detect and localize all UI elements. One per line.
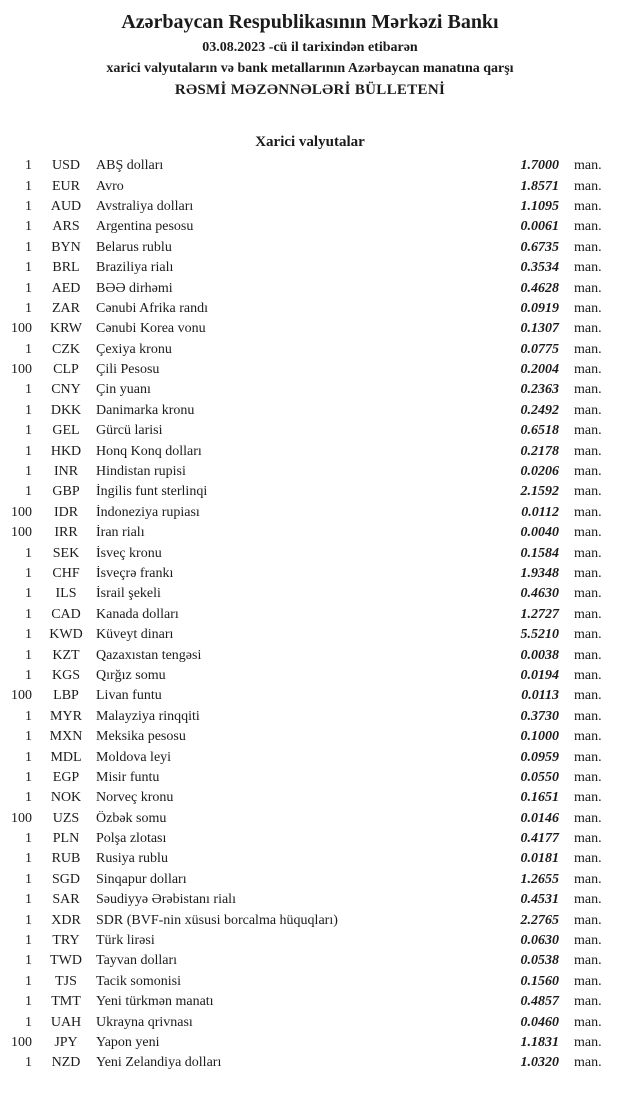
unit-label-cell: man. <box>574 178 602 194</box>
table-row <box>0 564 620 584</box>
currency-name-cell: Argentina pesosu <box>96 219 194 235</box>
table-row <box>0 931 620 951</box>
currency-name-cell: Rusiya rublu <box>96 851 168 867</box>
table-row <box>0 523 620 543</box>
rate-value-cell: 1.2727 <box>520 606 559 622</box>
rate-value-cell: 1.1095 <box>520 198 559 214</box>
rate-value-cell: 0.0775 <box>520 341 559 357</box>
table-row <box>0 992 620 1012</box>
unit-label-cell: man. <box>574 382 602 398</box>
table-row <box>0 197 620 217</box>
currency-name-cell: Moldova leyi <box>96 749 172 765</box>
subtitle-line: xarici valyutaların və bank metallarının Azərbaycan manatına qarşı <box>106 61 514 76</box>
currency-code-cell: TMT <box>51 994 81 1010</box>
quantity-cell: 1 <box>25 239 32 255</box>
currency-code-cell: AED <box>51 280 81 296</box>
currency-code-cell: GBP <box>52 484 80 500</box>
quantity-cell: 1 <box>25 382 32 398</box>
currency-name-cell: İsveç kronu <box>96 545 162 561</box>
rate-value-cell: 0.4628 <box>520 280 559 296</box>
table-row <box>0 462 620 482</box>
currency-name-cell: Braziliya rialı <box>96 260 174 276</box>
quantity-cell: 1 <box>25 790 32 806</box>
currency-code-cell: TRY <box>52 933 80 949</box>
currency-name-cell: Avstraliya dolları <box>96 198 194 214</box>
rate-value-cell: 2.1592 <box>520 484 559 500</box>
quantity-cell: 1 <box>25 851 32 867</box>
quantity-cell: 1 <box>25 892 32 908</box>
quantity-cell: 1 <box>25 484 32 500</box>
table-row <box>0 1012 620 1032</box>
currency-code-cell: USD <box>51 158 80 174</box>
unit-label-cell: man. <box>574 831 602 847</box>
rate-value-cell: 0.0550 <box>520 769 559 785</box>
unit-label-cell: man. <box>574 566 602 581</box>
quantity-cell: 100 <box>11 525 32 541</box>
currency-name-cell: Hindistan rupisi <box>96 464 186 480</box>
quantity-cell: 100 <box>11 810 32 826</box>
currency-code-cell: MYR <box>50 708 82 724</box>
unit-label-cell: man. <box>574 667 602 683</box>
unit-label-cell: man. <box>574 341 602 357</box>
quantity-cell: 1 <box>25 831 32 847</box>
quantity-cell: 1 <box>25 933 32 949</box>
currency-code-cell: NZD <box>51 1055 81 1071</box>
rate-value-cell: 0.0538 <box>520 953 559 969</box>
currency-name-cell: Özbək somu <box>96 810 167 826</box>
unit-label-cell: man. <box>574 749 602 765</box>
quantity-cell: 1 <box>25 994 32 1010</box>
currency-name-cell: Çin yuanı <box>96 382 151 398</box>
currency-name-cell: Livan funtu <box>96 688 162 704</box>
rate-value-cell: 0.0113 <box>521 688 559 704</box>
currency-name-cell: Ukrayna qrivnası <box>96 1014 193 1030</box>
rate-value-cell: 0.4531 <box>520 892 559 908</box>
unit-label-cell: man. <box>574 769 602 785</box>
rate-value-cell: 0.4630 <box>520 586 559 602</box>
currency-name-cell: Tacik somonisi <box>96 973 181 989</box>
currency-name-cell: Çexiya kronu <box>96 341 172 357</box>
unit-label-cell: man. <box>574 851 602 867</box>
unit-label-cell: man. <box>574 708 602 724</box>
unit-label-cell: man. <box>574 606 602 622</box>
unit-label-cell: man. <box>574 545 602 561</box>
rate-value-cell: 0.6735 <box>520 239 559 255</box>
quantity-cell: 1 <box>25 402 32 418</box>
currency-name-cell: Cənubi Korea vonu <box>96 321 206 337</box>
currency-name-cell: İndoneziya rupiası <box>96 504 200 520</box>
currency-code-cell: KZT <box>52 647 80 663</box>
currency-name-cell: İngilis funt sterlinqi <box>96 484 208 500</box>
rate-value-cell: 0.0112 <box>521 504 559 520</box>
rate-value-cell: 0.0038 <box>520 647 559 663</box>
table-row <box>0 421 620 441</box>
quantity-cell: 1 <box>25 667 32 683</box>
currency-name-cell: İran rialı <box>96 525 145 541</box>
table-row <box>0 1053 620 1073</box>
currency-code-cell: SGD <box>51 871 80 887</box>
rate-value-cell: 0.2178 <box>520 443 559 459</box>
currency-code-cell: RUB <box>51 851 81 867</box>
currency-name-cell: BƏƏ dirhəmi <box>96 280 173 296</box>
rate-value-cell: 0.0040 <box>520 525 559 541</box>
rate-value-cell: 0.0181 <box>520 851 559 867</box>
unit-label-cell: man. <box>574 994 602 1010</box>
rate-value-cell: 0.0146 <box>520 810 559 826</box>
quantity-cell: 1 <box>25 158 32 174</box>
bank-title: Azərbaycan Respublikasının Mərkəzi Bankı <box>121 11 499 33</box>
currency-code-cell: XDR <box>51 912 81 928</box>
quantity-cell: 100 <box>11 362 32 378</box>
rate-value-cell: 0.3534 <box>520 260 559 276</box>
currency-code-cell: EUR <box>52 178 80 194</box>
currency-code-cell: EGP <box>52 769 80 785</box>
quantity-cell: 100 <box>11 504 32 520</box>
quantity-cell: 1 <box>25 953 32 969</box>
quantity-cell: 1 <box>25 769 32 785</box>
currency-code-cell: MXN <box>49 729 83 745</box>
rate-value-cell: 0.4857 <box>520 994 559 1010</box>
currency-name-cell: Səudiyyə Ərəbistanı rialı <box>96 892 236 908</box>
currency-name-cell: Gürcü larisi <box>96 423 163 439</box>
table-row <box>0 401 620 421</box>
currency-name-cell: Misir funtu <box>96 769 160 785</box>
rate-value-cell: 0.1000 <box>520 729 559 745</box>
table-row <box>0 890 620 910</box>
unit-label-cell: man. <box>574 912 602 928</box>
rate-value-cell: 1.8571 <box>520 178 559 194</box>
quantity-cell: 1 <box>25 198 32 214</box>
quantity-cell: 100 <box>11 688 32 704</box>
table-row <box>0 645 620 665</box>
unit-label-cell: man. <box>574 525 602 541</box>
table-row <box>0 829 620 849</box>
table-row <box>0 543 620 563</box>
table-row <box>0 360 620 380</box>
unit-label-cell: man. <box>574 484 602 500</box>
table-row <box>0 258 620 278</box>
bulletin-title: RƏSMİ MƏZƏNNƏLƏRİ BÜLLETENİ <box>174 82 446 98</box>
table-row <box>0 176 620 196</box>
currency-name-cell: Türk lirəsi <box>96 933 155 949</box>
currency-code-cell: INR <box>53 464 79 480</box>
quantity-cell: 1 <box>25 586 32 602</box>
quantity-cell: 1 <box>25 260 32 276</box>
currency-code-cell: SAR <box>52 892 80 908</box>
currency-code-cell: DKK <box>50 402 82 418</box>
table-row <box>0 747 620 767</box>
unit-label-cell: man. <box>574 688 602 704</box>
table-row <box>0 605 620 625</box>
currency-name-cell: Malayziya rinqqiti <box>96 708 200 724</box>
currency-name-cell: İsrail şekeli <box>96 586 161 602</box>
exchange-rates-table <box>0 156 620 1074</box>
currency-code-cell: GEL <box>52 423 80 439</box>
currency-name-cell: Küveyt dinarı <box>96 627 174 643</box>
currency-code-cell: KRW <box>50 321 82 337</box>
rate-value-cell: 0.3730 <box>520 708 559 724</box>
rate-value-cell: 0.6518 <box>520 423 559 439</box>
currency-code-cell: UAH <box>50 1014 82 1030</box>
rate-value-cell: 0.0959 <box>520 749 559 765</box>
rate-value-cell: 0.1560 <box>520 973 559 989</box>
unit-label-cell: man. <box>574 219 602 235</box>
quantity-cell: 1 <box>25 341 32 357</box>
table-row <box>0 482 620 502</box>
table-row <box>0 278 620 298</box>
quantity-cell: 1 <box>25 178 32 194</box>
currency-code-cell: ILS <box>55 586 77 602</box>
rate-value-cell: 0.0194 <box>520 667 559 683</box>
unit-label-cell: man. <box>574 973 602 989</box>
currency-code-cell: NOK <box>50 790 82 806</box>
table-row <box>0 910 620 930</box>
quantity-cell: 1 <box>25 749 32 765</box>
currency-code-cell: KWD <box>49 627 83 643</box>
quantity-cell: 1 <box>25 912 32 928</box>
unit-label-cell: man. <box>574 321 602 337</box>
unit-label-cell: man. <box>574 933 602 949</box>
currency-name-cell: Honq Konq dolları <box>96 443 202 459</box>
rate-value-cell: 1.9348 <box>520 566 559 581</box>
currency-code-cell: BRL <box>52 260 80 276</box>
table-row <box>0 217 620 237</box>
unit-label-cell: man. <box>574 464 602 480</box>
rate-value-cell: 1.7000 <box>520 158 559 174</box>
rate-value-cell: 1.0320 <box>520 1055 559 1071</box>
currency-code-cell: HKD <box>50 443 82 459</box>
unit-label-cell: man. <box>574 260 602 276</box>
currency-code-cell: IDR <box>53 504 79 520</box>
unit-label-cell: man. <box>574 729 602 745</box>
currency-code-cell: SEK <box>52 545 80 561</box>
rate-value-cell: 2.2765 <box>520 912 559 928</box>
quantity-cell: 1 <box>25 647 32 663</box>
currency-name-cell: Sinqapur dolları <box>96 871 187 887</box>
currency-code-cell: CAD <box>51 606 81 622</box>
currency-name-cell: Danimarka kronu <box>96 402 195 418</box>
table-row <box>0 380 620 400</box>
table-row <box>0 156 620 176</box>
quantity-cell: 100 <box>11 321 32 337</box>
quantity-cell: 1 <box>25 606 32 622</box>
currency-code-cell: PLN <box>52 831 80 847</box>
unit-label-cell: man. <box>574 1034 602 1050</box>
unit-label-cell: man. <box>574 198 602 214</box>
currency-name-cell: Polşa zlotası <box>96 831 167 847</box>
currency-code-cell: JPY <box>54 1034 78 1050</box>
unit-label-cell: man. <box>574 280 602 296</box>
rate-value-cell: 1.1831 <box>520 1034 559 1050</box>
table-row <box>0 972 620 992</box>
table-row <box>0 340 620 360</box>
currency-name-cell: Yapon yeni <box>96 1034 160 1050</box>
unit-label-cell: man. <box>574 504 602 520</box>
unit-label-cell: man. <box>574 1014 602 1030</box>
unit-label-cell: man. <box>574 402 602 418</box>
table-row <box>0 441 620 461</box>
unit-label-cell: man. <box>574 300 602 316</box>
quantity-cell: 1 <box>25 708 32 724</box>
table-row <box>0 951 620 971</box>
quantity-cell: 100 <box>11 1034 32 1050</box>
rate-value-cell: 0.1651 <box>520 790 559 806</box>
currency-name-cell: ABŞ dolları <box>96 158 164 174</box>
quantity-cell: 1 <box>25 280 32 296</box>
rate-value-cell: 0.0206 <box>520 464 559 480</box>
table-row <box>0 625 620 645</box>
table-row <box>0 707 620 727</box>
table-row <box>0 768 620 788</box>
table-row <box>0 584 620 604</box>
rate-value-cell: 0.0460 <box>520 1014 559 1030</box>
currency-name-cell: Avro <box>96 178 124 194</box>
rate-value-cell: 0.4177 <box>520 831 559 847</box>
currency-code-cell: MDL <box>50 749 82 765</box>
currency-code-cell: BYN <box>51 239 81 255</box>
table-row <box>0 849 620 869</box>
table-row <box>0 686 620 706</box>
quantity-cell: 1 <box>25 1055 32 1071</box>
currency-name-cell: Norveç kronu <box>96 790 174 806</box>
rate-value-cell: 0.0919 <box>520 300 559 316</box>
table-row <box>0 299 620 319</box>
unit-label-cell: man. <box>574 586 602 602</box>
quantity-cell: 1 <box>25 973 32 989</box>
quantity-cell: 1 <box>25 545 32 561</box>
table-row <box>0 503 620 523</box>
currency-code-cell: ZAR <box>52 300 80 316</box>
table-row <box>0 788 620 808</box>
unit-label-cell: man. <box>574 423 602 439</box>
currency-name-cell: Kanada dolları <box>96 606 179 622</box>
unit-label-cell: man. <box>574 871 602 887</box>
currency-code-cell: CNY <box>51 382 81 398</box>
table-row <box>0 238 620 258</box>
unit-label-cell: man. <box>574 443 602 459</box>
unit-label-cell: man. <box>574 647 602 663</box>
rate-value-cell: 0.1584 <box>520 545 559 561</box>
currency-code-cell: AUD <box>50 198 82 214</box>
unit-label-cell: man. <box>574 790 602 806</box>
quantity-cell: 1 <box>25 464 32 480</box>
currency-name-cell: Tayvan dolları <box>96 953 178 969</box>
unit-label-cell: man. <box>574 810 602 826</box>
currency-name-cell: SDR (BVF-nin xüsusi borcalma hüquqları) <box>96 912 338 928</box>
unit-label-cell: man. <box>574 239 602 255</box>
quantity-cell: 1 <box>25 219 32 235</box>
currency-code-cell: LBP <box>53 688 79 704</box>
table-row <box>0 319 620 339</box>
table-row <box>0 809 620 829</box>
currency-code-cell: CZK <box>52 341 80 357</box>
currency-name-cell: Qazaxıstan tengəsi <box>96 647 202 663</box>
unit-label-cell: man. <box>574 158 602 174</box>
rate-value-cell: 0.0630 <box>520 933 559 949</box>
rate-value-cell: 1.2655 <box>520 871 559 887</box>
currency-code-cell: UZS <box>52 810 80 826</box>
quantity-cell: 1 <box>25 423 32 439</box>
table-row <box>0 666 620 686</box>
rate-value-cell: 0.0061 <box>520 219 559 235</box>
currency-code-cell: IRR <box>54 525 78 541</box>
effective-date-line: 03.08.2023 -cü il tarixindən etibarən <box>202 40 418 55</box>
currency-name-cell: Meksika pesosu <box>96 729 186 745</box>
currency-name-cell: Yeni Zelandiya dolları <box>96 1055 222 1071</box>
rate-value-cell: 0.2492 <box>520 402 559 418</box>
currency-code-cell: CHF <box>52 566 80 581</box>
unit-label-cell: man. <box>574 1055 602 1071</box>
table-row <box>0 870 620 890</box>
quantity-cell: 1 <box>25 443 32 459</box>
unit-label-cell: man. <box>574 627 602 643</box>
rate-value-cell: 5.5210 <box>520 627 559 643</box>
quantity-cell: 1 <box>25 300 32 316</box>
table-row <box>0 1033 620 1053</box>
rate-value-cell: 0.1307 <box>520 321 559 337</box>
currency-code-cell: ARS <box>52 219 80 235</box>
rate-value-cell: 0.2004 <box>520 362 559 378</box>
quantity-cell: 1 <box>25 871 32 887</box>
quantity-cell: 1 <box>25 627 32 643</box>
quantity-cell: 1 <box>25 729 32 745</box>
currency-name-cell: Belarus rublu <box>96 239 172 255</box>
currency-name-cell: Çili Pesosu <box>96 362 160 378</box>
unit-label-cell: man. <box>574 892 602 908</box>
quantity-cell: 1 <box>25 1014 32 1030</box>
rate-value-cell: 0.2363 <box>520 382 559 398</box>
currency-name-cell: İsveçrə frankı <box>96 566 174 581</box>
quantity-cell: 1 <box>25 566 32 581</box>
unit-label-cell: man. <box>574 362 602 378</box>
section-title-foreign-currencies: Xarici valyutalar <box>255 134 365 150</box>
currency-name-cell: Yeni türkmən manatı <box>96 994 214 1010</box>
currency-name-cell: Cənubi Afrika randı <box>96 300 208 316</box>
unit-label-cell: man. <box>574 953 602 969</box>
currency-code-cell: KGS <box>51 667 80 683</box>
currency-name-cell: Qırğız somu <box>96 667 166 683</box>
currency-code-cell: TWD <box>50 953 82 969</box>
currency-code-cell: TJS <box>55 973 77 989</box>
table-row <box>0 727 620 747</box>
currency-code-cell: CLP <box>53 362 79 378</box>
